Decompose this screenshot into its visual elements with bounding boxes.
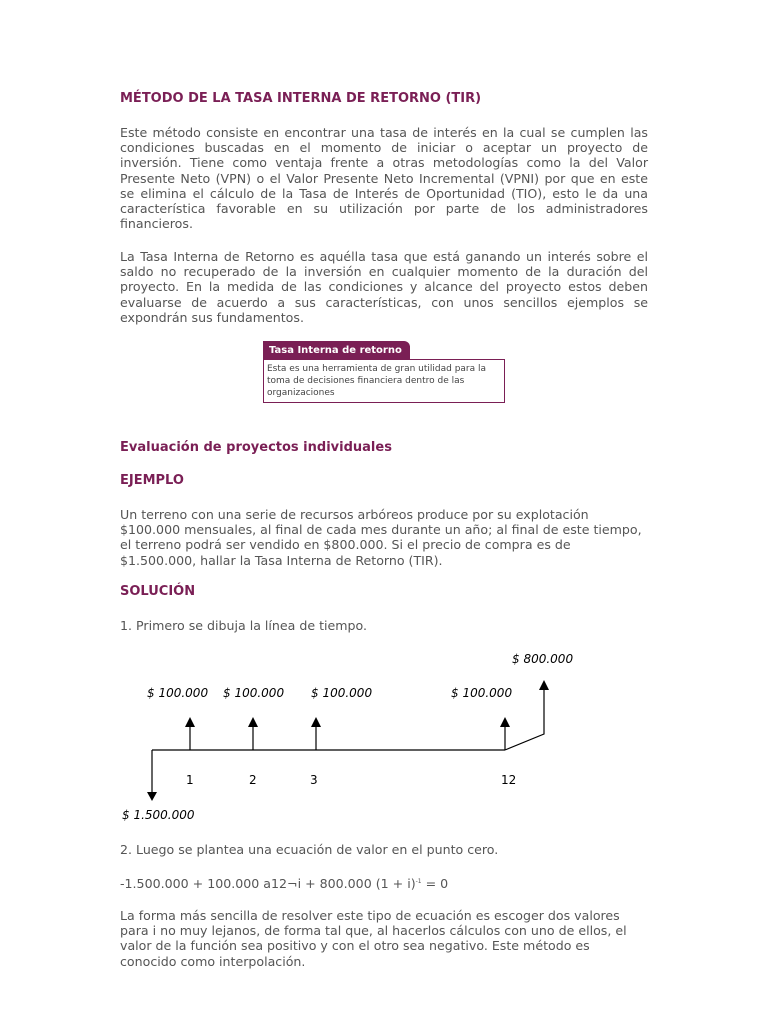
callout-tab: Tasa Interna de retorno (263, 341, 410, 360)
final-value-label: $ 800.000 (512, 652, 574, 666)
equation-exponent: -1 (415, 878, 422, 885)
period-label: 2 (249, 773, 257, 787)
income-label: $ 100.000 (223, 686, 285, 700)
cash-flow-timeline (0, 640, 768, 830)
period-label: 12 (501, 773, 517, 787)
step-2-text: 2. Luego se plantea una ecuación de valor en el punto cero. (120, 842, 499, 857)
callout-body (263, 359, 505, 403)
period-label: 3 (310, 773, 318, 787)
income-label: $ 100.000 (147, 686, 209, 700)
income-arrow-head (500, 717, 510, 727)
step-1-text: 1. Primero se dibuja la línea de tiempo. (120, 618, 368, 633)
investment-arrow-head (147, 792, 157, 801)
income-arrow-head (185, 717, 195, 727)
page-title: MÉTODO DE LA TASA INTERNA DE RETORNO (TIR) (120, 91, 482, 106)
intro-paragraph: Este método consiste en encontrar una tasa de interés en la cual se cumplen las condiciones buscadas en el momento de iniciar o aceptar un proyecto de inversión. Tiene como ventaja frente a otras metodologías como la del Valor Presente Neto (VPN) o el Valor Presente Neto Incremental (VPNI) por que en este se elimina el cálculo de la Tasa de Interés de Oportunidad (TIO), esto le da una característica favorable en su utilización por parte de los administradores financieros. (120, 125, 648, 232)
income-arrow-head (248, 717, 258, 727)
final-arrow-head (539, 680, 549, 690)
section-heading-evaluation: Evaluación de proyectos individuales (120, 440, 392, 455)
income-label: $ 100.000 (311, 686, 373, 700)
income-arrow-head (311, 717, 321, 727)
period-label: 1 (186, 773, 194, 787)
section-heading-solution: SOLUCIÓN (120, 584, 196, 599)
method-paragraph: La forma más sencilla de resolver este tipo de ecuación es escoger dos valores para i no muy lejanos, de forma tal que, al hacerlos cálculos con uno de ellos, el valor de la función sea positivo y con el otro sea negativo. Este método es conocido como interpolación. (120, 908, 627, 969)
definition-paragraph: La Tasa Interna de Retorno es aquélla tasa que está ganando un interés sobre el saldo no recuperado de la inversión en cualquier momento de la duración del proyecto. En la medida de las condiciones y alcance del proyecto estos deben evaluarse de acuerdo a sus características, con unos sencillos ejemplos se expondrán sus fundamentos. (120, 249, 648, 325)
callout-text: Esta es una herramienta de gran utilidad para la toma de decisiones financiera dentro de las organizaciones (267, 364, 487, 398)
equation-tail: = 0 (421, 876, 449, 892)
section-heading-example: EJEMPLO (120, 473, 184, 488)
callout-box (263, 341, 505, 403)
investment-label: $ 1.500.000 (122, 808, 195, 822)
equation-main: -1.500.000 + 100.000 a12¬i + 800.000 (1 + i) (120, 876, 416, 892)
income-label: $ 100.000 (451, 686, 513, 700)
example-paragraph: Un terreno con una serie de recursos arbóreos produce por su explotación $100.000 mensuales, al final de cada mes durante un año; al final de este tiempo, el terreno podrá ser vendido en $800.000. Si el precio de compra es de $1.500.000, hallar la Tasa Interna de Retorno (TIR). (120, 507, 642, 568)
value-equation (120, 874, 648, 891)
